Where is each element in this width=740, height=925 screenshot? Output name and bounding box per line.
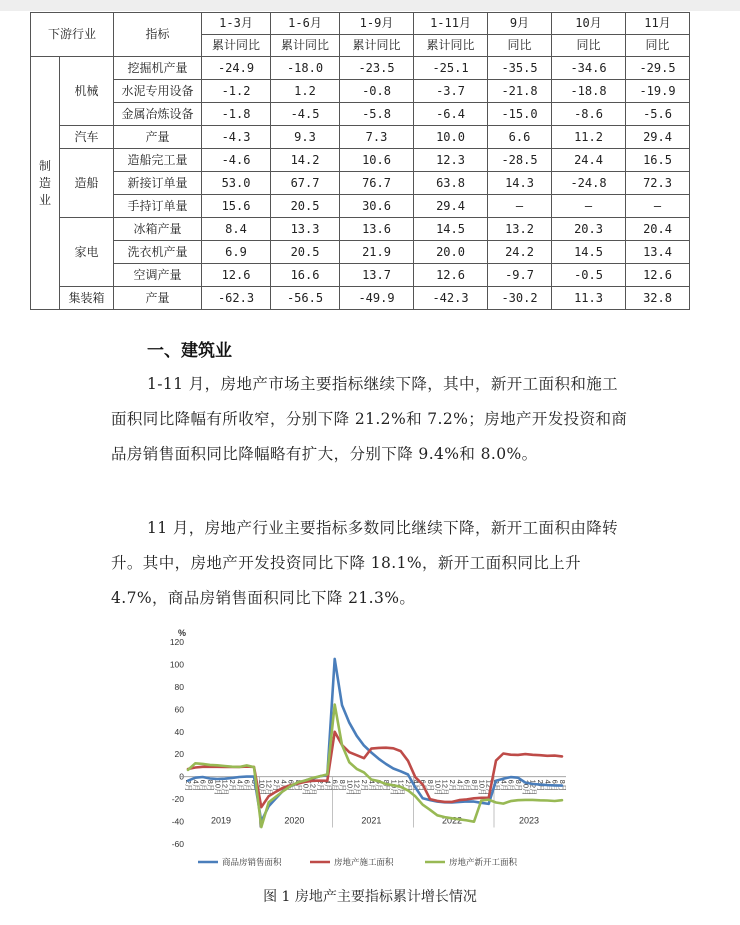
value-cell: -5.8 bbox=[340, 103, 414, 126]
header-period: 11月 bbox=[626, 13, 690, 35]
group-cell: 机械 bbox=[60, 57, 114, 126]
x-tick-label: 12月 bbox=[528, 779, 538, 796]
value-cell: 20.4 bbox=[626, 218, 690, 241]
paragraph-2-text: 11 月，房地产行业主要指标多数同比继续下降，新开工面积由降转升。其中，房地产开发投资同比下降 18.1%，新开工面积同比上升 4.7%，商品房销售面积同比下降 21.3%。 bbox=[111, 519, 619, 607]
year-label: 2023 bbox=[518, 815, 540, 826]
x-tick-label: 10月 bbox=[389, 779, 399, 796]
x-tick-label: 10月 bbox=[345, 779, 355, 796]
x-tick-label: 10月 bbox=[213, 779, 223, 796]
table-row bbox=[31, 218, 740, 241]
value-cell: -42.3 bbox=[414, 287, 488, 310]
indicator-cell: 手持订单量 bbox=[114, 195, 202, 218]
table-row bbox=[31, 103, 740, 126]
industry-table bbox=[30, 12, 740, 310]
header-type: 累计同比 bbox=[340, 35, 414, 57]
y-tick-label: 40 bbox=[174, 726, 184, 737]
caption-text: 图 1 房地产主要指标累计增长情况 bbox=[263, 889, 477, 905]
table-row bbox=[31, 195, 740, 218]
header-period: 1-9月 bbox=[340, 13, 414, 35]
header-type: 同比 bbox=[552, 35, 626, 57]
value-cell: -0.8 bbox=[340, 80, 414, 103]
table-row bbox=[31, 80, 740, 103]
year-label: 2020 bbox=[284, 815, 305, 826]
y-tick-label: 60 bbox=[174, 704, 184, 715]
x-tick-label: 6月 bbox=[286, 779, 296, 792]
series-line bbox=[188, 732, 562, 807]
y-tick-label: -60 bbox=[171, 839, 184, 849]
value-cell: -4.6 bbox=[202, 149, 271, 172]
value-cell: — bbox=[552, 195, 626, 218]
value-cell: 11.3 bbox=[552, 287, 626, 310]
header-industry: 下游行业 bbox=[31, 13, 114, 57]
value-cell: 11.2 bbox=[552, 126, 626, 149]
x-tick-label: 2月 bbox=[360, 779, 370, 792]
x-tick-label: 4月 bbox=[543, 779, 553, 792]
header-type: 累计同比 bbox=[414, 35, 488, 57]
x-tick-label: 12月 bbox=[264, 779, 274, 796]
x-tick-label: 6月 bbox=[418, 779, 428, 792]
x-tick-label: 8月 bbox=[470, 779, 480, 792]
y-tick-label: 120 bbox=[169, 637, 184, 647]
x-tick-label: 12月 bbox=[440, 779, 450, 796]
value-cell: 30.6 bbox=[340, 195, 414, 218]
value-cell: -6.4 bbox=[414, 103, 488, 126]
value-cell: -4.5 bbox=[271, 103, 340, 126]
x-tick-label: 4月 bbox=[455, 779, 465, 792]
value-cell: 12.6 bbox=[202, 264, 271, 287]
value-cell: -18.8 bbox=[552, 80, 626, 103]
value-cell: 13.7 bbox=[340, 264, 414, 287]
value-cell: -29.5 bbox=[626, 57, 690, 80]
group-cell: 汽车 bbox=[60, 126, 114, 149]
value-cell: 29.4 bbox=[626, 126, 690, 149]
value-cell: -24.9 bbox=[202, 57, 271, 80]
x-tick-label: 10月 bbox=[521, 779, 531, 796]
x-tick-label: 12月 bbox=[220, 779, 230, 796]
indicator-cell: 挖掘机产量 bbox=[114, 57, 202, 80]
x-tick-label: 4月 bbox=[411, 779, 421, 792]
value-cell: 14.5 bbox=[552, 241, 626, 264]
value-cell: 15.6 bbox=[202, 195, 271, 218]
value-cell: 13.4 bbox=[626, 241, 690, 264]
x-tick-label: 2月 bbox=[448, 779, 458, 792]
value-cell: -30.2 bbox=[488, 287, 552, 310]
value-cell: 8.4 bbox=[202, 218, 271, 241]
year-label: 2019 bbox=[210, 815, 232, 826]
y-tick-label: -40 bbox=[171, 816, 184, 827]
x-tick-label: 8月 bbox=[382, 779, 392, 792]
value-cell: 63.8 bbox=[414, 172, 488, 195]
y-tick-label: 80 bbox=[174, 681, 184, 692]
legend-label: 商品房销售面积 bbox=[222, 857, 282, 867]
y-tick-label: 20 bbox=[174, 749, 184, 760]
value-cell: 6.9 bbox=[202, 241, 271, 264]
x-tick-label: 12月 bbox=[308, 779, 318, 796]
x-tick-label: 4月 bbox=[499, 779, 509, 792]
x-tick-label: 6月 bbox=[506, 779, 516, 792]
series-line bbox=[188, 659, 562, 822]
x-tick-label: 6月 bbox=[330, 779, 340, 792]
value-cell: 13.6 bbox=[340, 218, 414, 241]
value-cell: 13.2 bbox=[488, 218, 552, 241]
x-tick-label: 2月 bbox=[184, 779, 194, 792]
value-cell: -62.3 bbox=[202, 287, 271, 310]
indicator-cell: 空调产量 bbox=[114, 264, 202, 287]
value-cell: -5.6 bbox=[626, 103, 690, 126]
value-cell: -56.5 bbox=[271, 287, 340, 310]
y-tick-label: -20 bbox=[171, 794, 184, 805]
header-period: 1-6月 bbox=[271, 13, 340, 35]
value-cell: -24.8 bbox=[552, 172, 626, 195]
value-cell: -4.3 bbox=[202, 126, 271, 149]
table-row bbox=[31, 126, 740, 149]
x-tick-label: 4月 bbox=[235, 779, 245, 792]
value-cell: 10.6 bbox=[340, 149, 414, 172]
x-tick-label: 8月 bbox=[514, 779, 524, 792]
x-tick-label: 8月 bbox=[338, 779, 348, 792]
x-tick-label: 6月 bbox=[462, 779, 472, 792]
value-cell: -49.9 bbox=[340, 287, 414, 310]
value-cell: -15.0 bbox=[488, 103, 552, 126]
x-tick-label: 2月 bbox=[536, 779, 546, 792]
value-cell: 53.0 bbox=[202, 172, 271, 195]
indicator-cell: 水泥专用设备 bbox=[114, 80, 202, 103]
value-cell: — bbox=[488, 195, 552, 218]
value-cell: -3.7 bbox=[414, 80, 488, 103]
value-cell: 14.5 bbox=[414, 218, 488, 241]
x-tick-label: 2月 bbox=[272, 779, 282, 792]
value-cell: -23.5 bbox=[340, 57, 414, 80]
section-heading: 一、建筑业 bbox=[147, 341, 232, 361]
table-row bbox=[31, 172, 740, 195]
value-cell: -35.5 bbox=[488, 57, 552, 80]
header-type: 累计同比 bbox=[271, 35, 340, 57]
x-tick-label: 2月 bbox=[316, 779, 326, 792]
header-row-periods bbox=[31, 13, 740, 35]
indicator-cell: 产量 bbox=[114, 126, 202, 149]
value-cell: 20.5 bbox=[271, 195, 340, 218]
value-cell: 12.6 bbox=[414, 264, 488, 287]
y-unit-label: % bbox=[178, 628, 187, 638]
value-cell: 21.9 bbox=[340, 241, 414, 264]
indicator-cell: 造船完工量 bbox=[114, 149, 202, 172]
value-cell: -0.5 bbox=[552, 264, 626, 287]
value-cell: 20.3 bbox=[552, 218, 626, 241]
value-cell: 9.3 bbox=[271, 126, 340, 149]
x-tick-label: 8月 bbox=[250, 779, 260, 792]
value-cell: 32.8 bbox=[626, 287, 690, 310]
group-cell: 家电 bbox=[60, 218, 114, 287]
x-tick-label: 10月 bbox=[477, 779, 487, 796]
table-row bbox=[31, 57, 740, 80]
x-tick-label: 6月 bbox=[374, 779, 384, 792]
year-label: 2021 bbox=[361, 815, 382, 826]
value-cell: 20.0 bbox=[414, 241, 488, 264]
table-row bbox=[31, 287, 740, 310]
indicator-cell: 洗衣机产量 bbox=[114, 241, 202, 264]
x-tick-label: 10月 bbox=[301, 779, 311, 796]
x-tick-label: 4月 bbox=[323, 779, 333, 792]
header-period: 10月 bbox=[552, 13, 626, 35]
value-cell: 16.6 bbox=[271, 264, 340, 287]
value-cell: 10.0 bbox=[414, 126, 488, 149]
group-cell: 集装箱 bbox=[60, 287, 114, 310]
value-cell: — bbox=[626, 195, 690, 218]
value-cell: -19.9 bbox=[626, 80, 690, 103]
indicator-cell: 冰箱产量 bbox=[114, 218, 202, 241]
x-tick-label: 4月 bbox=[279, 779, 289, 792]
value-cell: 20.5 bbox=[271, 241, 340, 264]
x-tick-label: 8月 bbox=[426, 779, 436, 792]
table-row bbox=[31, 264, 740, 287]
value-cell: 7.3 bbox=[340, 126, 414, 149]
indicator-cell: 新接订单量 bbox=[114, 172, 202, 195]
x-tick-label: 12月 bbox=[352, 779, 362, 796]
value-cell: -9.7 bbox=[488, 264, 552, 287]
table-row bbox=[31, 149, 740, 172]
value-cell: -25.1 bbox=[414, 57, 488, 80]
value-cell: 12.3 bbox=[414, 149, 488, 172]
group-cell: 造船 bbox=[60, 149, 114, 218]
top-bar bbox=[0, 0, 740, 11]
value-cell: 72.3 bbox=[626, 172, 690, 195]
header-period: 1-11月 bbox=[414, 13, 488, 35]
header-period: 9月 bbox=[488, 13, 552, 35]
value-cell: -1.8 bbox=[202, 103, 271, 126]
table-row bbox=[31, 241, 740, 264]
indicator-cell: 产量 bbox=[114, 287, 202, 310]
year-label: 2022 bbox=[441, 815, 463, 826]
x-tick-label: 8月 bbox=[558, 779, 568, 792]
x-tick-label: 2月 bbox=[404, 779, 414, 792]
x-tick-label: 4月 bbox=[191, 779, 201, 792]
x-tick-label: 6月 bbox=[550, 779, 560, 792]
value-cell: -8.6 bbox=[552, 103, 626, 126]
value-cell: 29.4 bbox=[414, 195, 488, 218]
paragraph-2 bbox=[111, 511, 631, 616]
x-tick-label: 10月 bbox=[433, 779, 443, 796]
value-cell: -21.8 bbox=[488, 80, 552, 103]
value-cell: 1.2 bbox=[271, 80, 340, 103]
value-cell: -28.5 bbox=[488, 149, 552, 172]
value-cell: 67.7 bbox=[271, 172, 340, 195]
value-cell: 24.4 bbox=[552, 149, 626, 172]
value-cell: -34.6 bbox=[552, 57, 626, 80]
y-tick-label: 100 bbox=[169, 659, 184, 670]
figure-caption bbox=[0, 886, 740, 906]
real-estate-line-chart bbox=[160, 622, 580, 877]
legend-label: 房地产施工面积 bbox=[334, 857, 394, 867]
series-line bbox=[188, 705, 562, 828]
x-tick-label: 4月 bbox=[367, 779, 377, 792]
value-cell: 14.3 bbox=[488, 172, 552, 195]
paragraph-1-text: 1-11 月，房地产市场主要指标继续下降，其中，新开工面积和施工面积同比降幅有所收窄，分别下降 21.2%和 7.2%；房地产开发投资和商品房销售面积同比降幅略有扩大，分别下降 9.4%和 8.0%。 bbox=[111, 375, 628, 463]
header-period: 1-3月 bbox=[202, 13, 271, 35]
header-type: 同比 bbox=[488, 35, 552, 57]
value-cell: 24.2 bbox=[488, 241, 552, 264]
header-type: 累计同比 bbox=[202, 35, 271, 57]
x-tick-label: 8月 bbox=[294, 779, 304, 792]
header-indicator: 指标 bbox=[114, 13, 202, 57]
value-cell: 12.6 bbox=[626, 264, 690, 287]
paragraph-1 bbox=[111, 367, 631, 472]
value-cell: -1.2 bbox=[202, 80, 271, 103]
x-tick-label: 12月 bbox=[484, 779, 494, 796]
x-tick-label: 2月 bbox=[228, 779, 238, 792]
value-cell: 6.6 bbox=[488, 126, 552, 149]
x-tick-label: 2月 bbox=[492, 779, 502, 792]
x-tick-label: 10月 bbox=[257, 779, 267, 796]
x-tick-label: 6月 bbox=[198, 779, 208, 792]
legend-label: 房地产新开工面积 bbox=[449, 857, 518, 867]
value-cell: 16.5 bbox=[626, 149, 690, 172]
y-tick-label: 0 bbox=[179, 771, 184, 782]
sector-cell: 制 造 业 bbox=[31, 57, 60, 310]
value-cell: 76.7 bbox=[340, 172, 414, 195]
value-cell: -18.0 bbox=[271, 57, 340, 80]
x-tick-label: 12月 bbox=[396, 779, 406, 796]
x-tick-label: 8月 bbox=[206, 779, 216, 792]
value-cell: 14.2 bbox=[271, 149, 340, 172]
value-cell: 13.3 bbox=[271, 218, 340, 241]
header-type: 同比 bbox=[626, 35, 690, 57]
indicator-cell: 金属冶炼设备 bbox=[114, 103, 202, 126]
x-tick-label: 6月 bbox=[242, 779, 252, 792]
